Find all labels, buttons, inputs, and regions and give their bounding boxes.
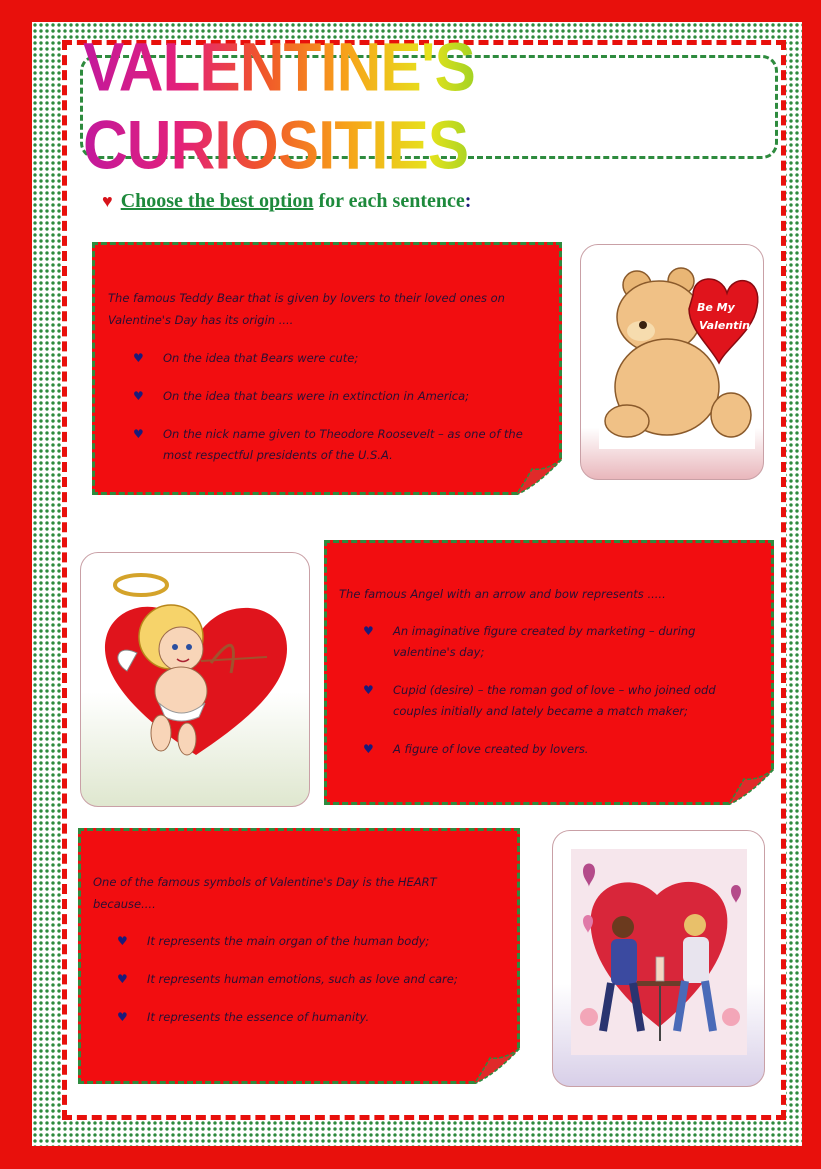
heart-bullet-icon: ♥ (133, 389, 144, 403)
option-text: A figure of love created by lovers. (393, 742, 589, 756)
instruction-rest: for each sentence (318, 190, 465, 212)
teddy-bear-image (580, 244, 764, 480)
heart-bullet-icon: ♥ (117, 972, 128, 986)
option-1a[interactable] (133, 348, 553, 369)
option-1c[interactable] (133, 424, 553, 466)
page-curl-icon (474, 1048, 520, 1084)
cupid-icon (81, 553, 310, 807)
heart-bullet-icon: ♥ (133, 427, 144, 441)
question-3-line1: One of the famous symbols of Valentine's Day is the HEART (93, 875, 437, 889)
question-1-line2: Valentine's Day has its origin .... (108, 313, 294, 327)
instruction (102, 190, 471, 213)
question-card-2 (324, 540, 774, 805)
page-title: VALENTINE'S CURIOSITIES (83, 29, 775, 185)
option-2a[interactable] (363, 621, 763, 663)
question-1-options (133, 348, 553, 483)
question-3-line2: because.... (93, 897, 156, 911)
option-1b[interactable] (133, 386, 553, 407)
page-curl-icon (516, 459, 562, 495)
option-text: It represents the essence of humanity. (147, 1010, 370, 1024)
question-card-1 (92, 242, 562, 495)
heart-bullet-icon: ♥ (117, 934, 128, 948)
be-my-text: Be My (697, 301, 735, 314)
title-banner (80, 30, 778, 184)
option-text-cont: couples initially and lately became a match maker; (393, 704, 688, 718)
question-3-options (117, 931, 512, 1045)
heart-bullet-icon: ♥ (363, 742, 374, 756)
heart-bullet-icon: ♥ (363, 683, 374, 697)
question-2-options (363, 621, 763, 777)
option-3b[interactable] (117, 969, 512, 990)
option-text: It represents human emotions, such as love and care; (147, 972, 458, 986)
question-2-line1: The famous Angel with an arrow and bow represents ..... (339, 587, 666, 601)
cupid-image (80, 552, 310, 807)
question-card-3 (78, 828, 520, 1084)
page-curl-icon (728, 769, 774, 805)
teddy-bear-icon (581, 245, 764, 480)
option-2c[interactable] (363, 739, 763, 760)
option-text-cont: most respectful presidents of the U.S.A. (163, 448, 393, 462)
option-text: Cupid (desire) – the roman god of love – who joined odd (393, 683, 716, 697)
couple-icon (553, 831, 765, 1087)
option-text: On the idea that Bears were cute; (163, 351, 359, 365)
couple-image (552, 830, 765, 1087)
option-text: On the idea that bears were in extinction in America; (163, 389, 470, 403)
heart-bullet-icon: ♥ (102, 191, 113, 211)
heart-bullet-icon: ♥ (363, 624, 374, 638)
option-3a[interactable] (117, 931, 512, 952)
heart-bullet-icon: ♥ (133, 351, 144, 365)
instruction-underlined: Choose the best option (120, 190, 314, 212)
question-3-prompt (93, 871, 511, 915)
option-text-cont: valentine's day; (393, 645, 485, 659)
heart-bullet-icon: ♥ (117, 1010, 128, 1024)
question-1-prompt (108, 287, 553, 331)
instruction-colon: : (464, 190, 472, 212)
option-text: It represents the main organ of the human body; (147, 934, 430, 948)
question-2-prompt (339, 583, 764, 605)
option-text: On the nick name given to Theodore Roosevelt – as one of the (163, 427, 523, 441)
option-text: An imaginative figure created by marketing – during (393, 624, 696, 638)
option-3c[interactable] (117, 1007, 512, 1028)
option-2b[interactable] (363, 680, 763, 722)
valentine-text: Valentine (699, 319, 758, 332)
question-1-line1: The famous Teddy Bear that is given by lovers to their loved ones on (108, 291, 505, 305)
